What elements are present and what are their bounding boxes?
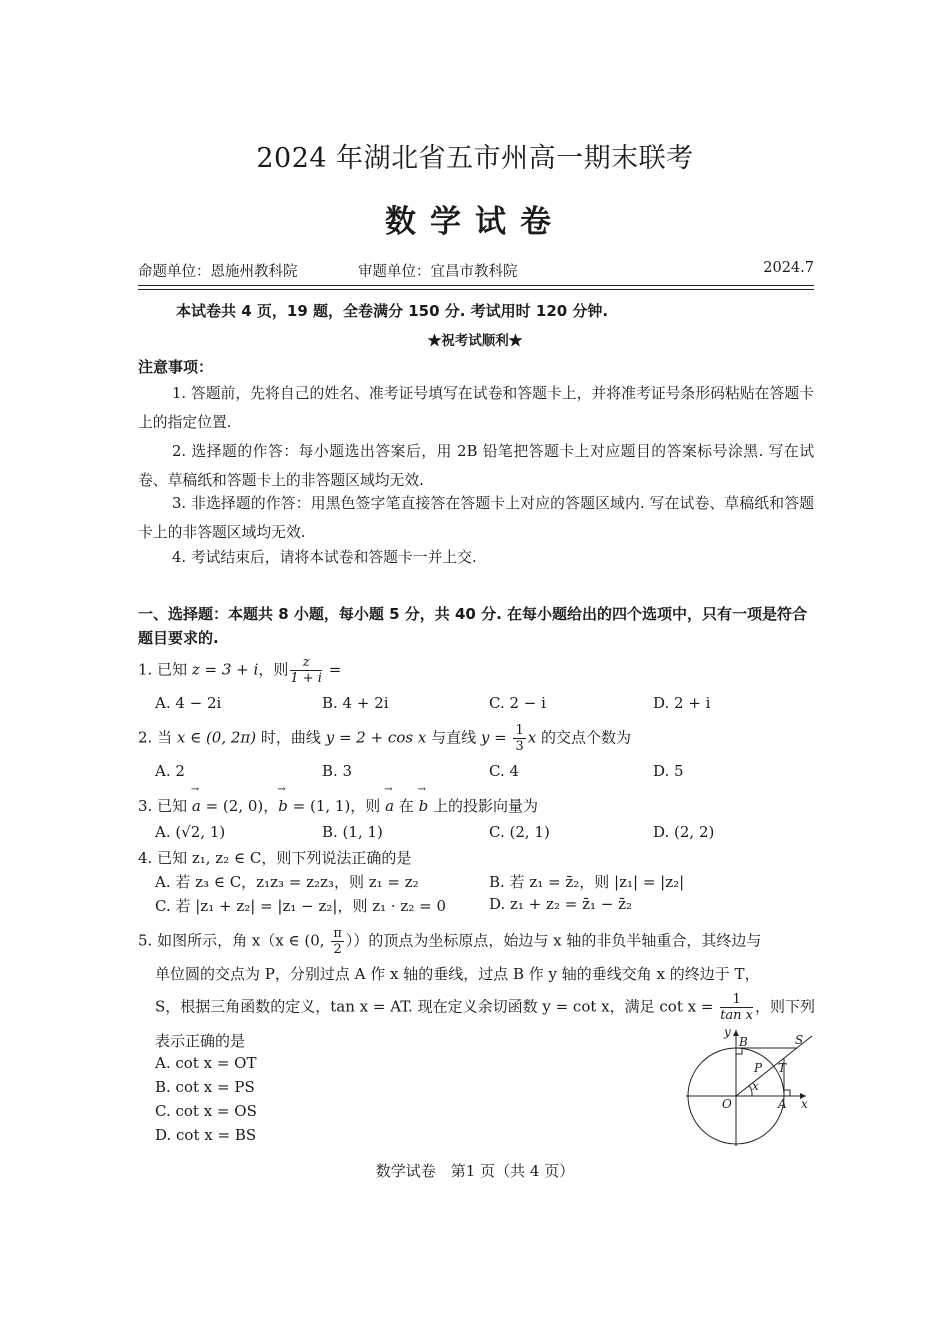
question-5-line: S，根据三角函数的定义，tan x = AT. 现在定义余切函数 y = cot x，满足 cot x = $\frac{1}{\text{tan x}}$ ，则下列 [155, 992, 816, 1023]
question-5-line: 5. 如图所示，角 x（x ∈ (0, $\frac{\pi}{2}$ ））的顶点为坐标原点，始边与 x 轴的非负半轴重合，其终边与 [138, 926, 762, 957]
unit-circle-figure [680, 1022, 820, 1146]
q3-option-c: C. (2, 1) [489, 823, 550, 841]
label-s: S [795, 1033, 804, 1047]
vector-b: → b [419, 797, 429, 815]
reviewer-unit: 审题单位：宜昌市教科院 [358, 264, 518, 280]
exam-title: 2024 年湖北省五市州高一期末联考 [256, 143, 694, 174]
question-3: 3. 已知 → a = (2, 0)，→ b = (1, 1)，则 → a 在 → b 上的投影向量为 [138, 795, 538, 816]
label-a: A [778, 1097, 787, 1111]
q4-option-b: B. 若 z₁ = z̄₂，则 |z₁| = |z₂| [489, 873, 685, 891]
notice-item: 1. 答题前，先将自己的姓名、准考证号填写在试卷和答题卡上，并将准考证号条形码粘贴在答题卡上的指定位置. [138, 385, 814, 431]
vector-b: → b [278, 797, 288, 815]
exam-intro: 本试卷共 4 页，19 题，全卷满分 150 分. 考试用时 120 分钟. [176, 302, 609, 320]
q1-option-a: A. 4 − 2i [155, 694, 222, 712]
header-rule [138, 285, 814, 286]
q1-option-d: D. 2 + i [653, 694, 711, 712]
q4-option-c: C. 若 |z₁ + z₂| = |z₁ − z₂|，则 z₁ · z₂ = 0 [155, 897, 446, 915]
question-1 [138, 655, 341, 686]
good-luck-banner: ★祝考试顺利★ [427, 333, 523, 349]
notice-item: 3. 非选择题的作答：用黑色签字笔直接答在答题卡上对应的答题区域内. 写在试卷、草稿纸和答题卡上的非答题区域均无效. [138, 495, 814, 541]
label-p: P [754, 1061, 763, 1075]
label-y: y [724, 1025, 731, 1039]
vector-a: → a [192, 797, 201, 815]
q4-option-d: D. z₁ + z₂ = z̄₁ − z̄₂ [489, 895, 633, 913]
q3-option-d: D. (2, 2) [653, 823, 715, 841]
q5-option-b: B. cot x = PS [155, 1078, 255, 1096]
vector-a: → a [385, 797, 394, 815]
setter-unit: 命题单位：恩施州教科院 [138, 264, 298, 280]
question-4: 4. 已知 z₁, z₂ ∈ C，则下列说法正确的是 [138, 849, 412, 867]
page-footer: 数学试卷 第1 页（共 4 页） [375, 1162, 575, 1180]
q2-fraction: $\frac{1}{3}$ [515, 723, 524, 754]
q5-option-d: D. cot x = BS [155, 1126, 257, 1144]
q1-option-b: B. 4 + 2i [322, 694, 389, 712]
q5-cot-fraction: $\frac{1}{\text{tan x}}$ [720, 992, 753, 1023]
subject-title: 数学试卷 [385, 204, 565, 240]
label-x: x [801, 1097, 808, 1111]
q3-option-b: B. (1, 1) [322, 823, 383, 841]
q1-stem-text: = [323, 660, 342, 679]
right-angle-mark [784, 1090, 790, 1096]
q1-expr: z = 3 + i [191, 660, 259, 679]
section-heading: 一、选择题：本题共 8 小题，每小题 5 分，共 40 分. 在每小题给出的四个选项中，只有一项是符合题目要求的. [138, 605, 808, 647]
q3-option-a: A. (√2, 1) [155, 823, 226, 841]
notice-title: 注意事项： [138, 358, 214, 376]
q4-option-a: A. 若 z₃ ∈ C，z₁z₃ = z₂z₃，则 z₁ = z₂ [155, 873, 419, 891]
notice-item: 4. 考试结束后，请将本试卷和答题卡一并上交. [172, 549, 477, 566]
label-o: O [722, 1097, 732, 1111]
q5-option-c: C. cot x = OS [155, 1102, 257, 1120]
q1-option-c: C. 2 − i [489, 694, 546, 712]
q2-option-d: D. 5 [653, 762, 684, 780]
header-rule-thin [138, 289, 814, 290]
q1-fraction: $\frac{z}{1 + i}$ [290, 655, 322, 686]
exam-date: 2024.7 [763, 260, 814, 276]
q1-stem-text: 1. 已知 [138, 660, 192, 679]
question-5-line: 单位圆的交点为 P，分别过点 A 作 x 轴的垂线，过点 B 作 y 轴的垂线交角 x 的终边于 T， [155, 965, 760, 983]
question-5-line: 表示正确的是 [155, 1032, 246, 1050]
q5-pi-fraction: $\frac{\pi}{2}$ [333, 926, 342, 957]
q2-option-b: B. 3 [322, 762, 353, 780]
question-2: 2. 当 x ∈ (0, 2π) 时，曲线 y = 2 + cos x 与直线 y = $\frac{1}{3}$ x 的交点个数为 [138, 723, 631, 754]
label-b: B [739, 1035, 748, 1049]
label-angle-x: x [752, 1079, 759, 1093]
notice-item: 2. 选择题的作答：每小题选出答案后，用 2B 铅笔把答题卡上对应题目的答案标号涂黑. 写在试卷、草稿纸和答题卡上的非答题区域均无效. [138, 443, 814, 489]
label-t: T [778, 1061, 787, 1075]
q5-option-a: A. cot x = OT [155, 1054, 257, 1072]
q1-stem-text: ，则 [258, 660, 289, 679]
q2-option-a: A. 2 [155, 762, 185, 780]
q2-option-c: C. 4 [489, 762, 520, 780]
